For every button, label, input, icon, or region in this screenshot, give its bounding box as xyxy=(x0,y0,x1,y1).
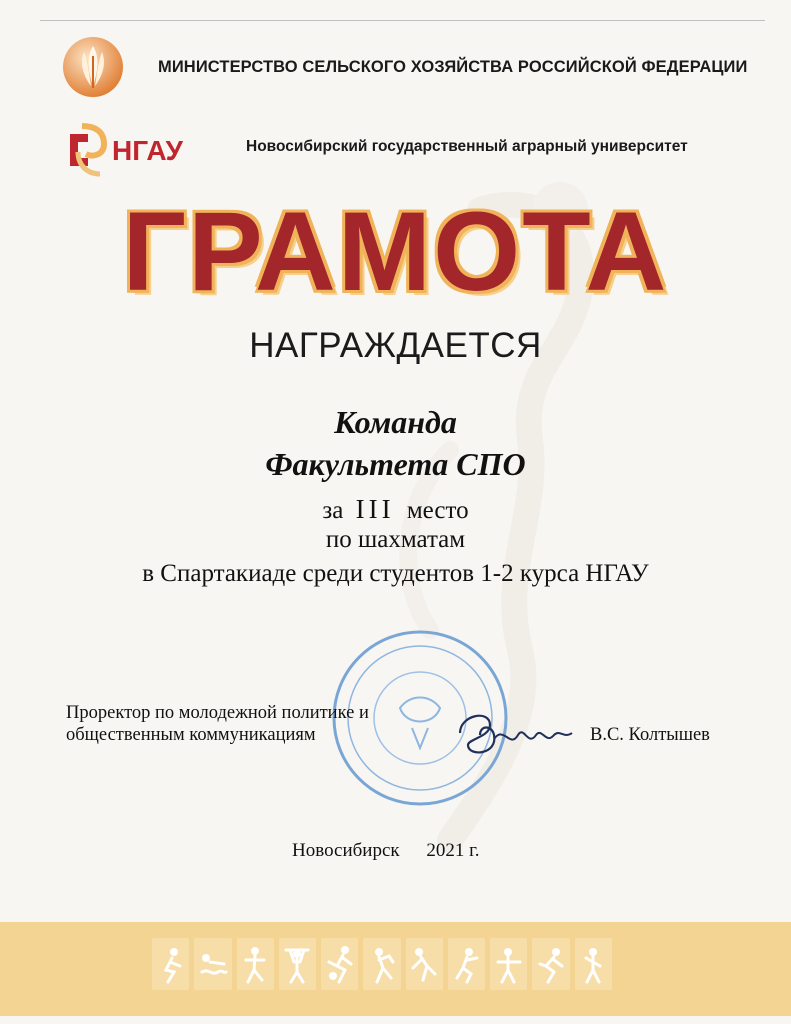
recipient-line-2: Факультета СПО xyxy=(265,446,526,482)
sport-pictogram-icon xyxy=(532,938,569,990)
city: Новосибирск xyxy=(292,840,400,861)
sport-pictogram-icon xyxy=(237,938,274,990)
signer-position xyxy=(66,702,426,746)
sport-pictogram-icon xyxy=(363,938,400,990)
sport-pictogram-icon xyxy=(448,938,485,990)
sport-pictogram-icon xyxy=(575,938,612,990)
sport-pictograms xyxy=(152,938,612,990)
ngau-logo-text: НГАУ xyxy=(112,135,183,166)
place-prefix: за xyxy=(322,497,344,524)
discipline-line: по шахматам xyxy=(325,526,466,553)
sport-pictogram-icon xyxy=(152,938,189,990)
event-line: в Спартакиаде среди студентов 1-2 курса НГАУ xyxy=(142,560,649,587)
city-year xyxy=(292,840,552,862)
place-suffix: место xyxy=(406,497,469,524)
year: 2021 г. xyxy=(426,840,480,861)
certificate-title: ГРАМОТА xyxy=(122,189,669,314)
sport-pictogram-icon xyxy=(490,938,527,990)
ngau-logo-icon xyxy=(64,122,224,180)
ministry-emblem-icon xyxy=(62,36,124,98)
signature-scribble-icon xyxy=(450,695,580,765)
place-number: III xyxy=(355,494,395,524)
place-line xyxy=(0,494,791,525)
sport-pictogram-icon xyxy=(321,938,358,990)
sport-pictogram-icon xyxy=(406,938,443,990)
signer-position-line-1: Проректор по молодежной политике и xyxy=(66,703,369,723)
signer-name: В.С. Колтышев xyxy=(590,725,710,745)
recipient-line-1: Команда xyxy=(334,404,457,440)
sport-pictogram-icon xyxy=(279,938,316,990)
awarded-label: НАГРАЖДАЕТСЯ xyxy=(249,326,542,365)
sport-pictogram-icon xyxy=(194,938,231,990)
university-title: Новосибирский государственный аграрный университет xyxy=(246,138,688,155)
ngau-logo xyxy=(64,122,224,180)
ministry-title: МИНИСТЕРСТВО СЕЛЬСКОГО ХОЗЯЙСТВА РОССИЙСКОЙ ФЕДЕРАЦИИ xyxy=(158,58,748,76)
signer-position-line-2: общественным коммуникациям xyxy=(66,725,316,745)
top-divider xyxy=(40,20,765,21)
